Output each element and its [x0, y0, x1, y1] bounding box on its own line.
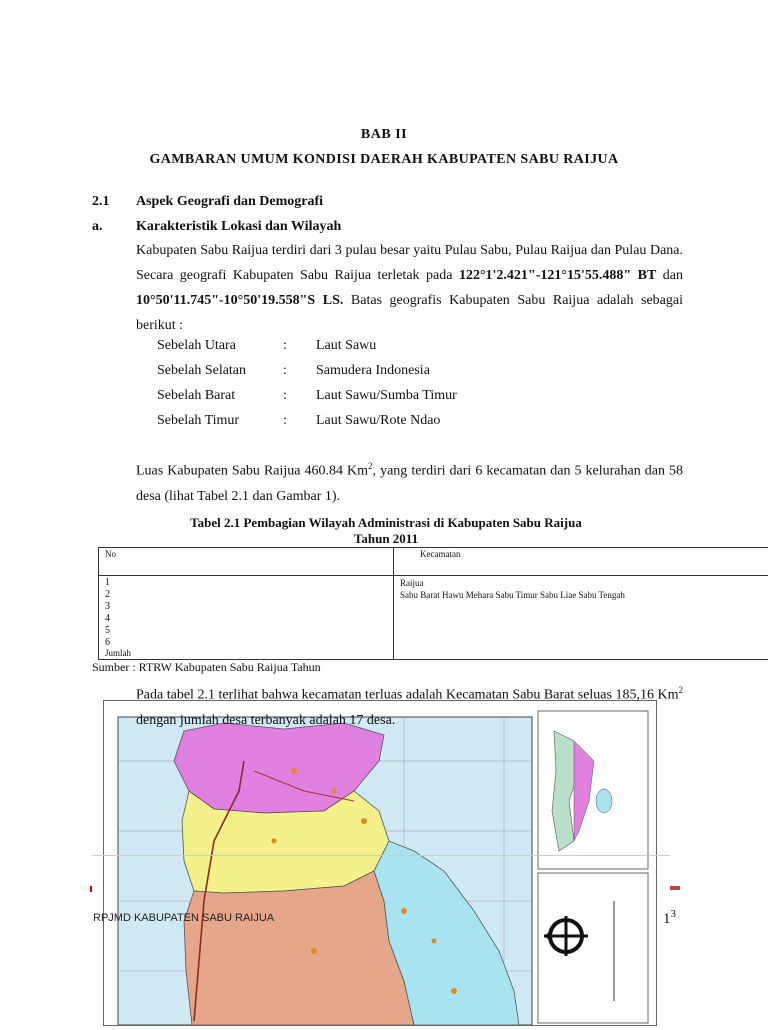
list-item [136, 413, 536, 438]
table-caption: Tabel 2.1 Pembagian Wilayah Administrasi di Kabupaten Sabu Raijua [0, 515, 768, 531]
subsection-number: a. [92, 219, 103, 235]
footer-divider [92, 855, 670, 856]
table-kecamatan-cell: Raijua Sabu Barat Hawu Mehara Sabu Timur Sabu Liae Sabu Tengah [394, 576, 768, 660]
district-map [103, 700, 657, 1026]
paragraph-area: Luas Kabupaten Sabu Raijua 460.84 Km$^2$, yang terdiri dari 6 kecamatan dan 5 kelurahan dan 58 desa (lihat Tabel 2.1 dan Gambar 1). [136, 454, 683, 509]
separator: : [283, 363, 287, 379]
footer-text: RPJMD KABUPATEN SABU RAIJUA [93, 912, 274, 924]
list-item [136, 388, 536, 413]
subsection-title: Karakteristik Lokasi dan Wilayah [136, 219, 341, 235]
list-item [136, 338, 536, 363]
footer-mark-right [670, 886, 680, 890]
section-title: Aspek Geografi dan Demografi [136, 194, 323, 210]
separator: : [283, 388, 287, 404]
table-caption-year: Tahun 2011 [0, 531, 768, 547]
section-number: 2.1 [92, 194, 110, 210]
paragraph-geography: Kabupaten Sabu Raijua terdiri dari 3 pulau besar yaitu Pulau Sabu, Pulau Raijua dan Pulau Dana. Secara geografi Kabupaten Sabu Raijua terletak pada 122°1'2.421"-121°15'55.488" BT dan 10°50'11.745"-10°50'19.558"S LS. Batas geografis Kabupaten Sabu Raijua adalah sebagai berikut : [136, 238, 683, 338]
admin-table [98, 547, 768, 660]
border-value: Laut Sawu [316, 338, 376, 354]
border-value: Laut Sawu/Sumba Timur [316, 388, 457, 404]
border-value: Samudera Indonesia [316, 363, 430, 379]
border-label: Sebelah Barat [157, 388, 235, 404]
chapter-heading: BAB II [0, 127, 768, 143]
chapter-title: GAMBARAN UMUM KONDISI DAERAH KABUPATEN SABU RAIJUA [0, 152, 768, 168]
list-item [136, 363, 536, 388]
border-list [136, 338, 536, 438]
separator: : [283, 413, 287, 429]
region-salmon [184, 871, 414, 1025]
table-header-kecamatan: Kecamatan [394, 548, 768, 576]
map-svg [104, 701, 656, 1025]
border-label: Sebelah Timur [157, 413, 239, 429]
paragraph-largest-district: Pada tabel 2.1 terlihat bahwa kecamatan terluas adalah Kecamatan Sabu Barat seluas 185,16 Km$^2$ dengan jumlah desa terbanyak adalah 17 desa. [136, 678, 683, 733]
table-numbers-cell: 1 2 3 4 5 6 Jumlah [99, 576, 394, 660]
table-header-no: No [99, 548, 394, 576]
table-source: Sumber : RTRW Kabupaten Sabu Raijua Tahun [92, 660, 321, 675]
border-label: Sebelah Utara [157, 338, 236, 354]
border-label: Sebelah Selatan [157, 363, 246, 379]
table-total-label: Jumlah [105, 649, 387, 658]
page-number: $1^3$ [663, 908, 676, 928]
footer-mark-left [90, 886, 92, 892]
border-value: Laut Sawu/Rote Ndao [316, 413, 440, 429]
separator: : [283, 338, 287, 354]
